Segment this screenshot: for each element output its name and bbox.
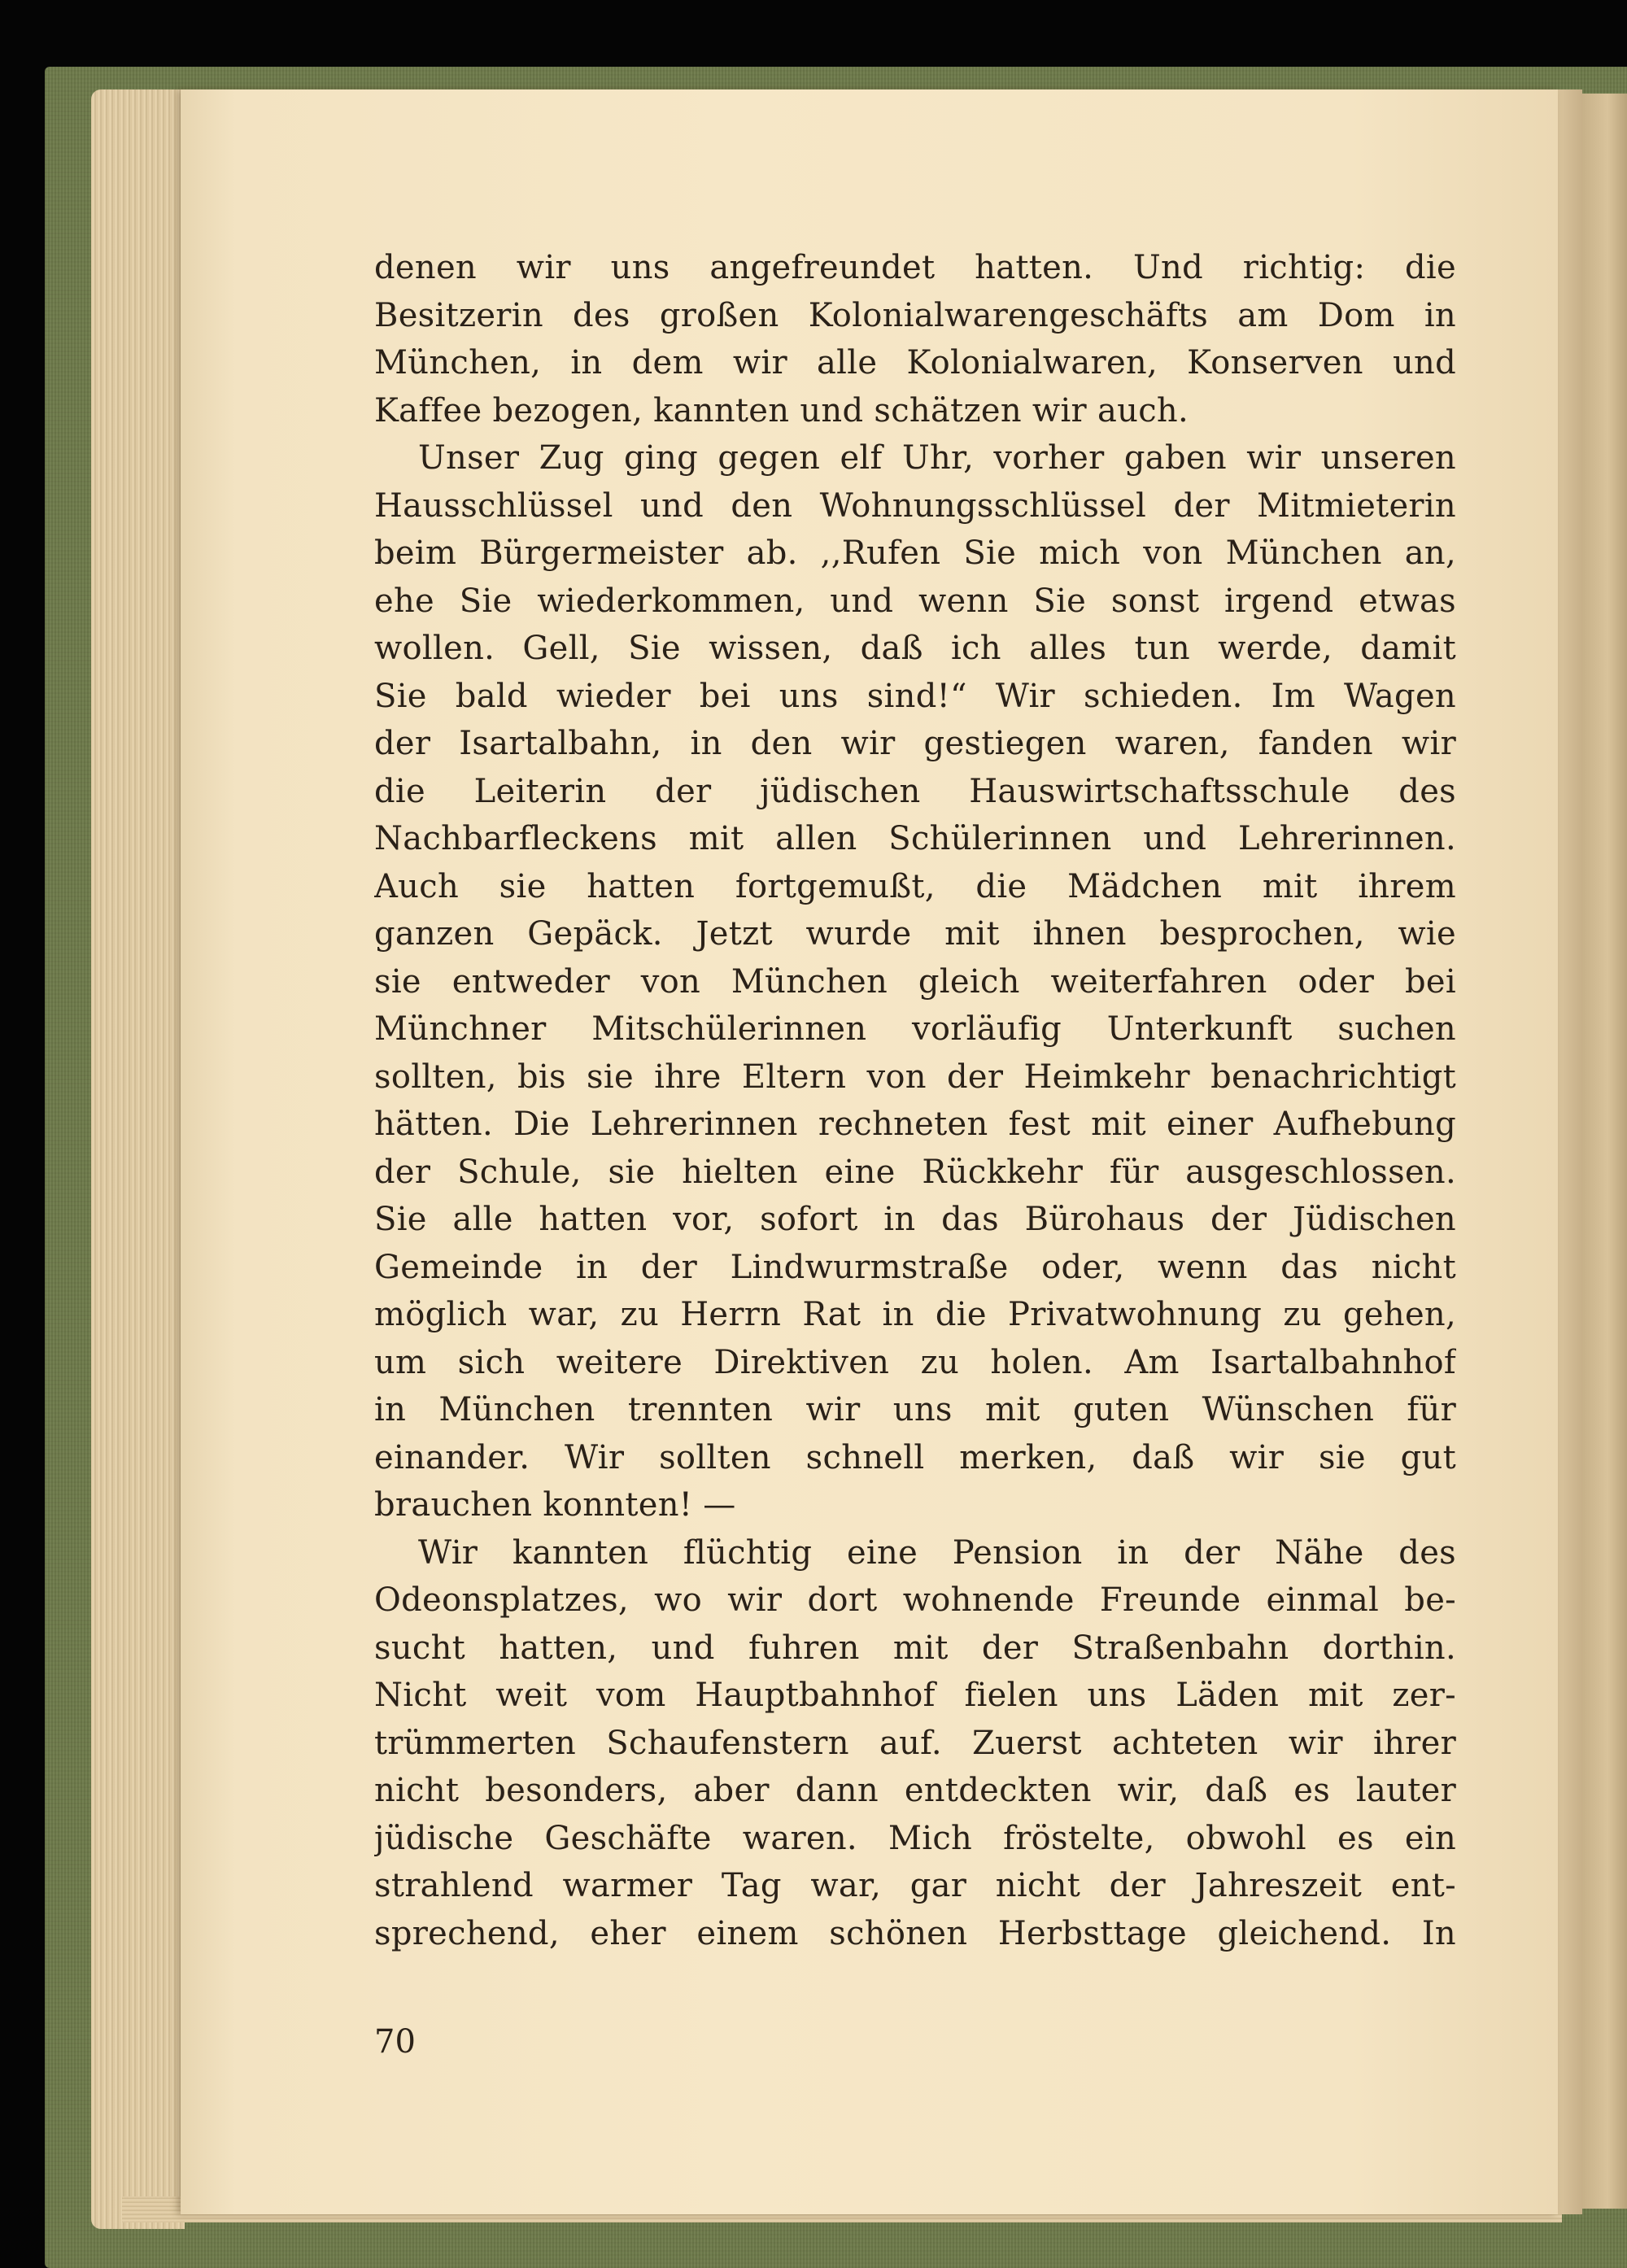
text-line: ehe Sie wiederkommen, und wenn Sie sonst irgend etwas: [374, 582, 1456, 620]
text-line: Sie alle hatten vor, sofort in das Bürohaus der Jüdischen: [374, 1201, 1456, 1238]
page-edges-left: [91, 89, 185, 2229]
text-line: die Leiterin der jüdischen Hauswirtschaftsschule des: [374, 772, 1456, 810]
text-line: Auch sie hatten fortgemußt, die Mädchen mit ihrem: [374, 867, 1456, 905]
text-line: in München trennten wir uns mit guten Wünschen für: [374, 1391, 1456, 1428]
paragraph-1: [374, 244, 1456, 434]
text-line: brauchen konnten! —: [374, 1486, 736, 1524]
text-line: sie entweder von München gleich weiterfahren oder bei: [374, 962, 1456, 1001]
text-line: München, in dem wir alle Kolonialwaren, Konserven und: [374, 344, 1456, 382]
text-line: der Isartalbahn, in den wir gestiegen waren, fanden wir: [374, 725, 1456, 762]
text-line: Odeonsplatzes, wo wir dort wohnende Freunde einmal be-: [374, 1581, 1456, 1619]
text-line: jüdische Geschäfte waren. Mich fröstelte, obwohl es ein: [374, 1819, 1456, 1857]
paragraph-3: [374, 1529, 1456, 1958]
page-text: [374, 244, 1456, 1957]
text-line: denen wir uns angefreundet hatten. Und richtig: die: [374, 249, 1456, 286]
text-line: Hausschlüssel und den Wohnungsschlüssel der Mitmieterin: [374, 486, 1456, 525]
text-line: möglich war, zu Herrn Rat in die Privatwohnung zu gehen,: [374, 1296, 1456, 1333]
text-line: Nachbarfleckens mit allen Schülerinnen und Lehrerinnen.: [374, 820, 1456, 857]
text-line: sollten, bis sie ihre Eltern von der Heimkehr benachrichtigt: [374, 1058, 1456, 1096]
text-line: Unser Zug ging gegen elf Uhr, vorher gaben wir unseren: [418, 439, 1456, 477]
text-line: Besitzerin des großen Kolonialwarengeschäfts am Dom in: [374, 296, 1456, 334]
facing-page-edge: [1578, 94, 1627, 2209]
text-line: wollen. Gell, Sie wissen, daß ich alles tun werde, damit: [374, 630, 1456, 667]
text-line: sucht hatten, und fuhren mit der Straßenbahn dorthin.: [374, 1629, 1456, 1667]
text-line: um sich weitere Direktiven zu holen. Am Isartalbahnhof: [374, 1343, 1456, 1381]
text-line: beim Bürgermeister ab. ,,Rufen Sie mich von München an,: [374, 534, 1456, 572]
paragraph-2: [374, 434, 1456, 1529]
text-line: strahlend warmer Tag war, gar nicht der Jahreszeit ent-: [374, 1867, 1456, 1904]
page-number: 70: [374, 2023, 416, 2061]
text-line: Nicht weit vom Hauptbahnhof fielen uns Läden mit zer-: [374, 1677, 1456, 1714]
text-line: Wir kannten flüchtig eine Pension in der Nähe des: [418, 1533, 1456, 1572]
text-line: nicht besonders, aber dann entdeckten wir, daß es lauter: [374, 1772, 1456, 1809]
text-line: Gemeinde in der Lindwurmstraße oder, wenn das nicht: [374, 1248, 1456, 1286]
text-line: einander. Wir sollten schnell merken, daß wir sie gut: [374, 1438, 1456, 1476]
text-line: Sie bald wieder bei uns sind!“ Wir schieden. Im Wagen: [374, 677, 1456, 715]
text-line: Münchner Mitschülerinnen vorläufig Unterkunft suchen: [374, 1010, 1456, 1048]
text-line: der Schule, sie hielten eine Rückkehr für ausgeschlossen.: [374, 1153, 1456, 1191]
text-line: trümmerten Schaufenstern auf. Zuerst achteten wir ihrer: [374, 1724, 1456, 1762]
text-line: ganzen Gepäck. Jetzt wurde mit ihnen besprochen, wie: [374, 915, 1456, 953]
text-line: hätten. Die Lehrerinnen rechneten fest mit einer Aufhebung: [374, 1106, 1456, 1143]
text-line: Kaffee bezogen, kannten und schätzen wir auch.: [374, 391, 1189, 430]
text-line: sprechend, eher einem schönen Herbsttage gleichend. In: [374, 1914, 1456, 1952]
